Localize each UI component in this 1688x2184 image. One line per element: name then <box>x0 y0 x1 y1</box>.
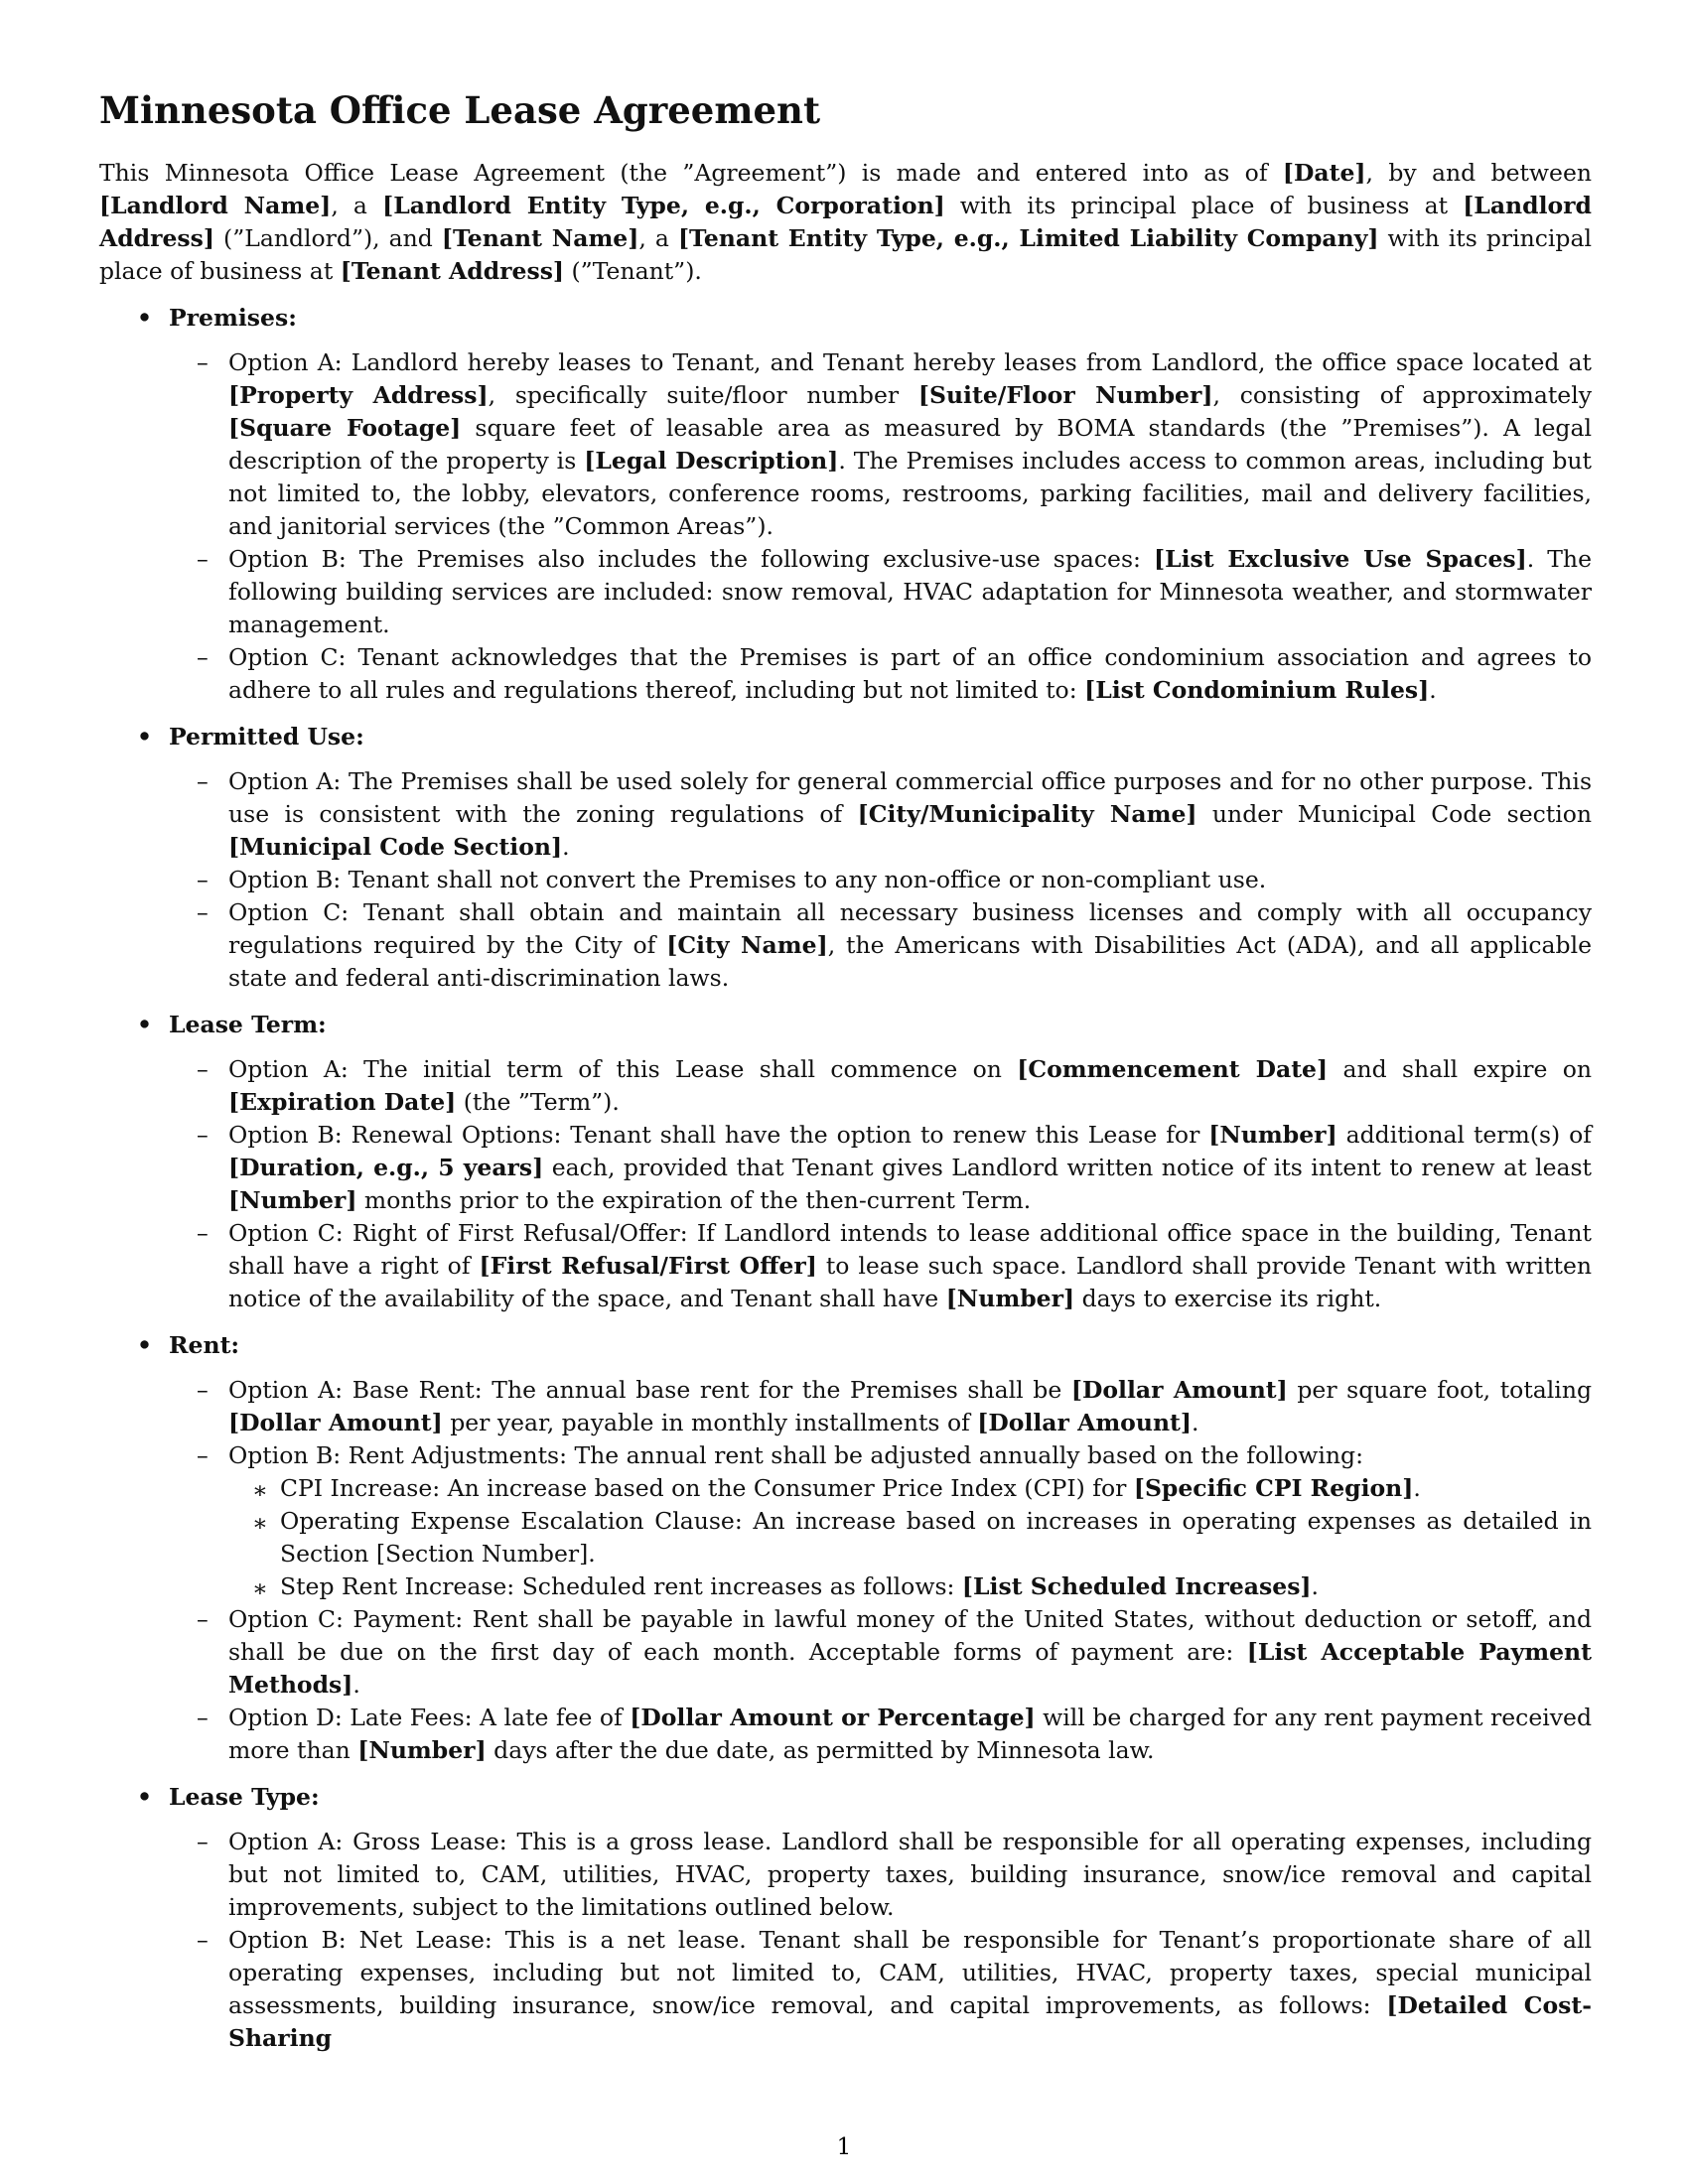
text-run: Option C: Right of First Refusal/Offer: If Landlord intends to lease additional office space in the building, Tenant shall have a right of <box>228 1219 1592 1280</box>
option-text <box>228 1055 1592 1116</box>
text-run: . <box>352 1671 360 1699</box>
section-title: Lease Term: <box>169 1011 327 1038</box>
placeholder-field: [Expiration Date] <box>228 1088 457 1116</box>
section-title: Lease Type: <box>169 1783 320 1811</box>
text-run: each, provided that Tenant gives Landlord written notice of its intent to renew at least <box>543 1154 1592 1181</box>
dash-icon: – <box>197 1926 209 1954</box>
text-run: and shall expire on <box>1328 1055 1592 1083</box>
placeholder-field: [Commencement Date] <box>1017 1055 1329 1083</box>
asterisk-icon: ∗ <box>252 1574 268 1602</box>
text-run: days to exercise its right. <box>1074 1285 1382 1312</box>
section-title: Premises: <box>169 304 297 332</box>
text-run: . The following building services are included: snow removal, HVAC adaptation for Minnesota weather, and stormwater management. <box>228 545 1592 638</box>
text-run: Option C: Tenant shall obtain and maintain all necessary business licenses and comply with all occupancy regulations required by the City of <box>228 898 1592 959</box>
placeholder-field: [List Scheduled Increases] <box>961 1572 1312 1600</box>
option-item <box>169 1374 1592 1439</box>
text-run: , by and between <box>1365 159 1592 187</box>
document-page <box>99 87 1592 2055</box>
text-run: (”Landlord”), and <box>214 224 442 252</box>
option-text <box>228 1441 1363 1469</box>
option-text <box>228 545 1592 638</box>
text-run: Option B: Net Lease: This is a net lease. Tenant shall be responsible for Tenant’s proportionate share of all operating expenses, including but not limited to, CAM, utilities, HVAC, property taxes, special municipal assessments, building insurance, snow/ice removal, and capital improvements, as follows: <box>228 1926 1592 2019</box>
text-run: CPI Increase: An increase based on the Consumer Price Index (CPI) for <box>280 1474 1134 1502</box>
text-run: . <box>1311 1572 1320 1600</box>
option-list <box>169 346 1592 707</box>
dash-icon: – <box>197 643 209 671</box>
section-item <box>99 302 1592 707</box>
intro-paragraph <box>99 157 1592 288</box>
text-run: will be charged for any rent payment received more than <box>228 1704 1592 1764</box>
text-run: , specifically suite/floor number <box>488 381 918 409</box>
page-number: 1 <box>836 2134 852 2160</box>
placeholder-field: [List Acceptable Payment Methods] <box>228 1638 1592 1699</box>
dash-icon: – <box>197 767 209 795</box>
option-text <box>228 1704 1592 1764</box>
dash-icon: – <box>197 1828 209 1855</box>
text-run: with its principal place of business at <box>944 192 1464 219</box>
dash-icon: – <box>197 348 209 376</box>
section-item <box>99 1009 1592 1315</box>
dash-icon: – <box>197 866 209 893</box>
bullet-icon: • <box>137 1783 153 1811</box>
option-item <box>169 1826 1592 1924</box>
option-text <box>228 898 1592 992</box>
option-item <box>169 1053 1592 1119</box>
text-run: Option B: The Premises also includes the following exclusive-use spaces: <box>228 545 1154 573</box>
dash-icon: – <box>197 1376 209 1404</box>
text-run: This Minnesota Office Lease Agreement (the ”Agreement”) is made and entered into as of <box>99 159 1283 187</box>
text-run: . The Premises includes access to common areas, including but not limited to, the lobby, elevators, conference rooms, restrooms, parking facilities, mail and delivery facilities, and janitorial services (the ”Common Areas”). <box>228 447 1592 540</box>
sub-option-item <box>228 1505 1592 1570</box>
sub-option-list <box>228 1472 1592 1603</box>
dash-icon: – <box>197 1055 209 1083</box>
placeholder-field: [Number] <box>1208 1121 1337 1149</box>
text-run: , a <box>638 224 678 252</box>
option-text <box>228 1121 1592 1214</box>
placeholder-field: [City Name] <box>666 931 828 959</box>
option-text <box>228 1926 1592 2052</box>
asterisk-icon: ∗ <box>252 1509 268 1537</box>
placeholder-field: [Square Footage] <box>228 414 462 442</box>
placeholder-field: [Date] <box>1282 159 1366 187</box>
sub-option-text <box>280 1474 1421 1502</box>
section-list <box>99 302 1592 2055</box>
option-item <box>169 1603 1592 1702</box>
option-item <box>169 864 1592 896</box>
placeholder-field: [List Condominium Rules] <box>1084 676 1430 704</box>
placeholder-field: [Suite/Floor Number] <box>917 381 1213 409</box>
dash-icon: – <box>197 1219 209 1247</box>
placeholder-field: [Legal Description] <box>584 447 839 475</box>
dash-icon: – <box>197 1121 209 1149</box>
option-item <box>169 346 1592 543</box>
section-title: Rent: <box>169 1331 240 1359</box>
dash-icon: – <box>197 898 209 926</box>
text-run: under Municipal Code section <box>1196 800 1592 828</box>
placeholder-field: [Municipal Code Section] <box>228 833 563 861</box>
option-item <box>169 1702 1592 1767</box>
text-run: . <box>1192 1409 1199 1436</box>
option-item <box>169 1217 1592 1315</box>
text-run: Option A: Gross Lease: This is a gross lease. Landlord shall be responsible for all operating expenses, including but not limited to, CAM, utilities, HVAC, property taxes, building insurance, snow/ice removal and capital improvements, subject to the limitations outlined below. <box>228 1828 1592 1921</box>
text-run: . <box>562 833 570 861</box>
text-run: Option C: Payment: Rent shall be payable in lawful money of the United States, without deduction or setoff, and shall be due on the first day of each month. Acceptable forms of payment are: <box>228 1605 1592 1666</box>
text-run: per square foot, totaling <box>1287 1376 1592 1404</box>
text-run: . <box>1429 676 1437 704</box>
placeholder-field: [First Refusal/First Offer] <box>479 1252 817 1280</box>
option-text <box>228 1376 1592 1436</box>
dash-icon: – <box>197 545 209 573</box>
placeholder-field: [List Exclusive Use Spaces] <box>1153 545 1527 573</box>
text-run: months prior to the expiration of the then-current Term. <box>356 1186 1032 1214</box>
text-run: Option A: The initial term of this Lease shall commence on <box>228 1055 1018 1083</box>
placeholder-field: [Landlord Name] <box>99 192 332 219</box>
option-text <box>228 1219 1592 1312</box>
option-item <box>169 1439 1592 1603</box>
option-list <box>169 1374 1592 1767</box>
placeholder-field: [City/Municipality Name] <box>857 800 1197 828</box>
text-run: (the ”Term”). <box>456 1088 620 1116</box>
text-run: per year, payable in monthly installments of <box>442 1409 978 1436</box>
option-text <box>228 1828 1592 1921</box>
placeholder-field: [Property Address] <box>228 381 489 409</box>
section-item <box>99 1329 1592 1767</box>
option-item <box>169 641 1592 707</box>
option-list <box>169 1826 1592 2055</box>
placeholder-field: [Detailed Cost-Sharing <box>228 1991 1592 2052</box>
text-run: Option C: Tenant acknowledges that the Premises is part of an office condominium association and agrees to adhere to all rules and regulations thereof, including but not limited to: <box>228 643 1592 704</box>
placeholder-field: [Landlord Address] <box>99 192 1592 252</box>
placeholder-field: [Number] <box>945 1285 1075 1312</box>
sub-option-text <box>280 1572 1319 1600</box>
text-run: additional term(s) of <box>1336 1121 1592 1149</box>
placeholder-field: [Landlord Entity Type, e.g., Corporation] <box>382 192 945 219</box>
text-run: with its principal place of business at <box>99 224 1592 285</box>
placeholder-field: [Dollar Amount] <box>228 1409 443 1436</box>
placeholder-field: [Dollar Amount] <box>1070 1376 1288 1404</box>
text-run: Option A: The Premises shall be used solely for general commercial office purposes and for no other purpose. This use is consistent with the zoning regulations of <box>228 767 1592 828</box>
text-run: Step Rent Increase: Scheduled rent increases as follows: <box>280 1572 962 1600</box>
placeholder-field: [Number] <box>357 1736 487 1764</box>
placeholder-field: [Dollar Amount or Percentage] <box>630 1704 1036 1731</box>
text-run: to lease such space. Landlord shall provide Tenant with written notice of the availability of the space, and Tenant shall have <box>228 1252 1592 1312</box>
text-run: , a <box>331 192 383 219</box>
asterisk-icon: ∗ <box>252 1476 268 1504</box>
text-run: Option B: Tenant shall not convert the Premises to any non-office or non-compliant use. <box>228 866 1267 893</box>
placeholder-field: [Number] <box>228 1186 357 1214</box>
section-item <box>99 1781 1592 2055</box>
text-run: Option A: Base Rent: The annual base rent for the Premises shall be <box>228 1376 1071 1404</box>
section-title: Permitted Use: <box>169 723 364 751</box>
option-text <box>228 1605 1592 1699</box>
bullet-icon: • <box>137 1011 153 1038</box>
text-run: , the Americans with Disabilities Act (ADA), and all applicable state and federal anti-discrimination laws. <box>228 931 1593 992</box>
option-list <box>169 765 1592 995</box>
text-run: , consisting of approximately <box>1212 381 1592 409</box>
option-text <box>228 767 1592 861</box>
placeholder-field: [Dollar Amount] <box>977 1409 1192 1436</box>
text-run: square feet of leasable area as measured by BOMA standards (the ”Premises”). A legal description of the property is <box>228 414 1592 475</box>
section-item <box>99 721 1592 995</box>
option-text <box>228 348 1592 540</box>
placeholder-field: [Specific CPI Region] <box>1133 1474 1414 1502</box>
bullet-icon: • <box>137 1331 153 1359</box>
dash-icon: – <box>197 1605 209 1633</box>
sub-option-item <box>228 1570 1592 1603</box>
option-item <box>169 1924 1592 2055</box>
option-item <box>169 765 1592 864</box>
text-run: Option A: Landlord hereby leases to Tenant, and Tenant hereby leases from Landlord, the office space located at <box>228 348 1592 376</box>
bullet-icon: • <box>137 304 153 332</box>
document-title: Minnesota Office Lease Agreement <box>99 88 821 132</box>
option-text <box>228 866 1266 893</box>
option-item <box>169 543 1592 641</box>
option-item <box>169 1119 1592 1217</box>
text-run: . <box>1413 1474 1421 1502</box>
text-run: Operating Expense Escalation Clause: An increase based on increases in operating expenses as detailed in Section [Section Number]. <box>280 1507 1592 1568</box>
text-run: Option B: Rent Adjustments: The annual rent shall be adjusted annually based on the following: <box>228 1441 1363 1469</box>
placeholder-field: [Tenant Name] <box>441 224 639 252</box>
text-run: days after the due date, as permitted by Minnesota law. <box>486 1736 1155 1764</box>
placeholder-field: [Tenant Entity Type, e.g., Limited Liability Company] <box>677 224 1379 252</box>
sub-option-text <box>280 1507 1592 1568</box>
bullet-icon: • <box>137 723 153 751</box>
placeholder-field: [Duration, e.g., 5 years] <box>228 1154 544 1181</box>
dash-icon: – <box>197 1441 209 1469</box>
text-run: Option D: Late Fees: A late fee of <box>228 1704 631 1731</box>
option-item <box>169 896 1592 995</box>
dash-icon: – <box>197 1704 209 1731</box>
placeholder-field: [Tenant Address] <box>340 257 565 285</box>
option-text <box>228 643 1592 704</box>
option-list <box>169 1053 1592 1315</box>
sub-option-item <box>228 1472 1592 1505</box>
text-run: (”Tenant”). <box>564 257 702 285</box>
text-run: Option B: Renewal Options: Tenant shall have the option to renew this Lease for <box>228 1121 1209 1149</box>
